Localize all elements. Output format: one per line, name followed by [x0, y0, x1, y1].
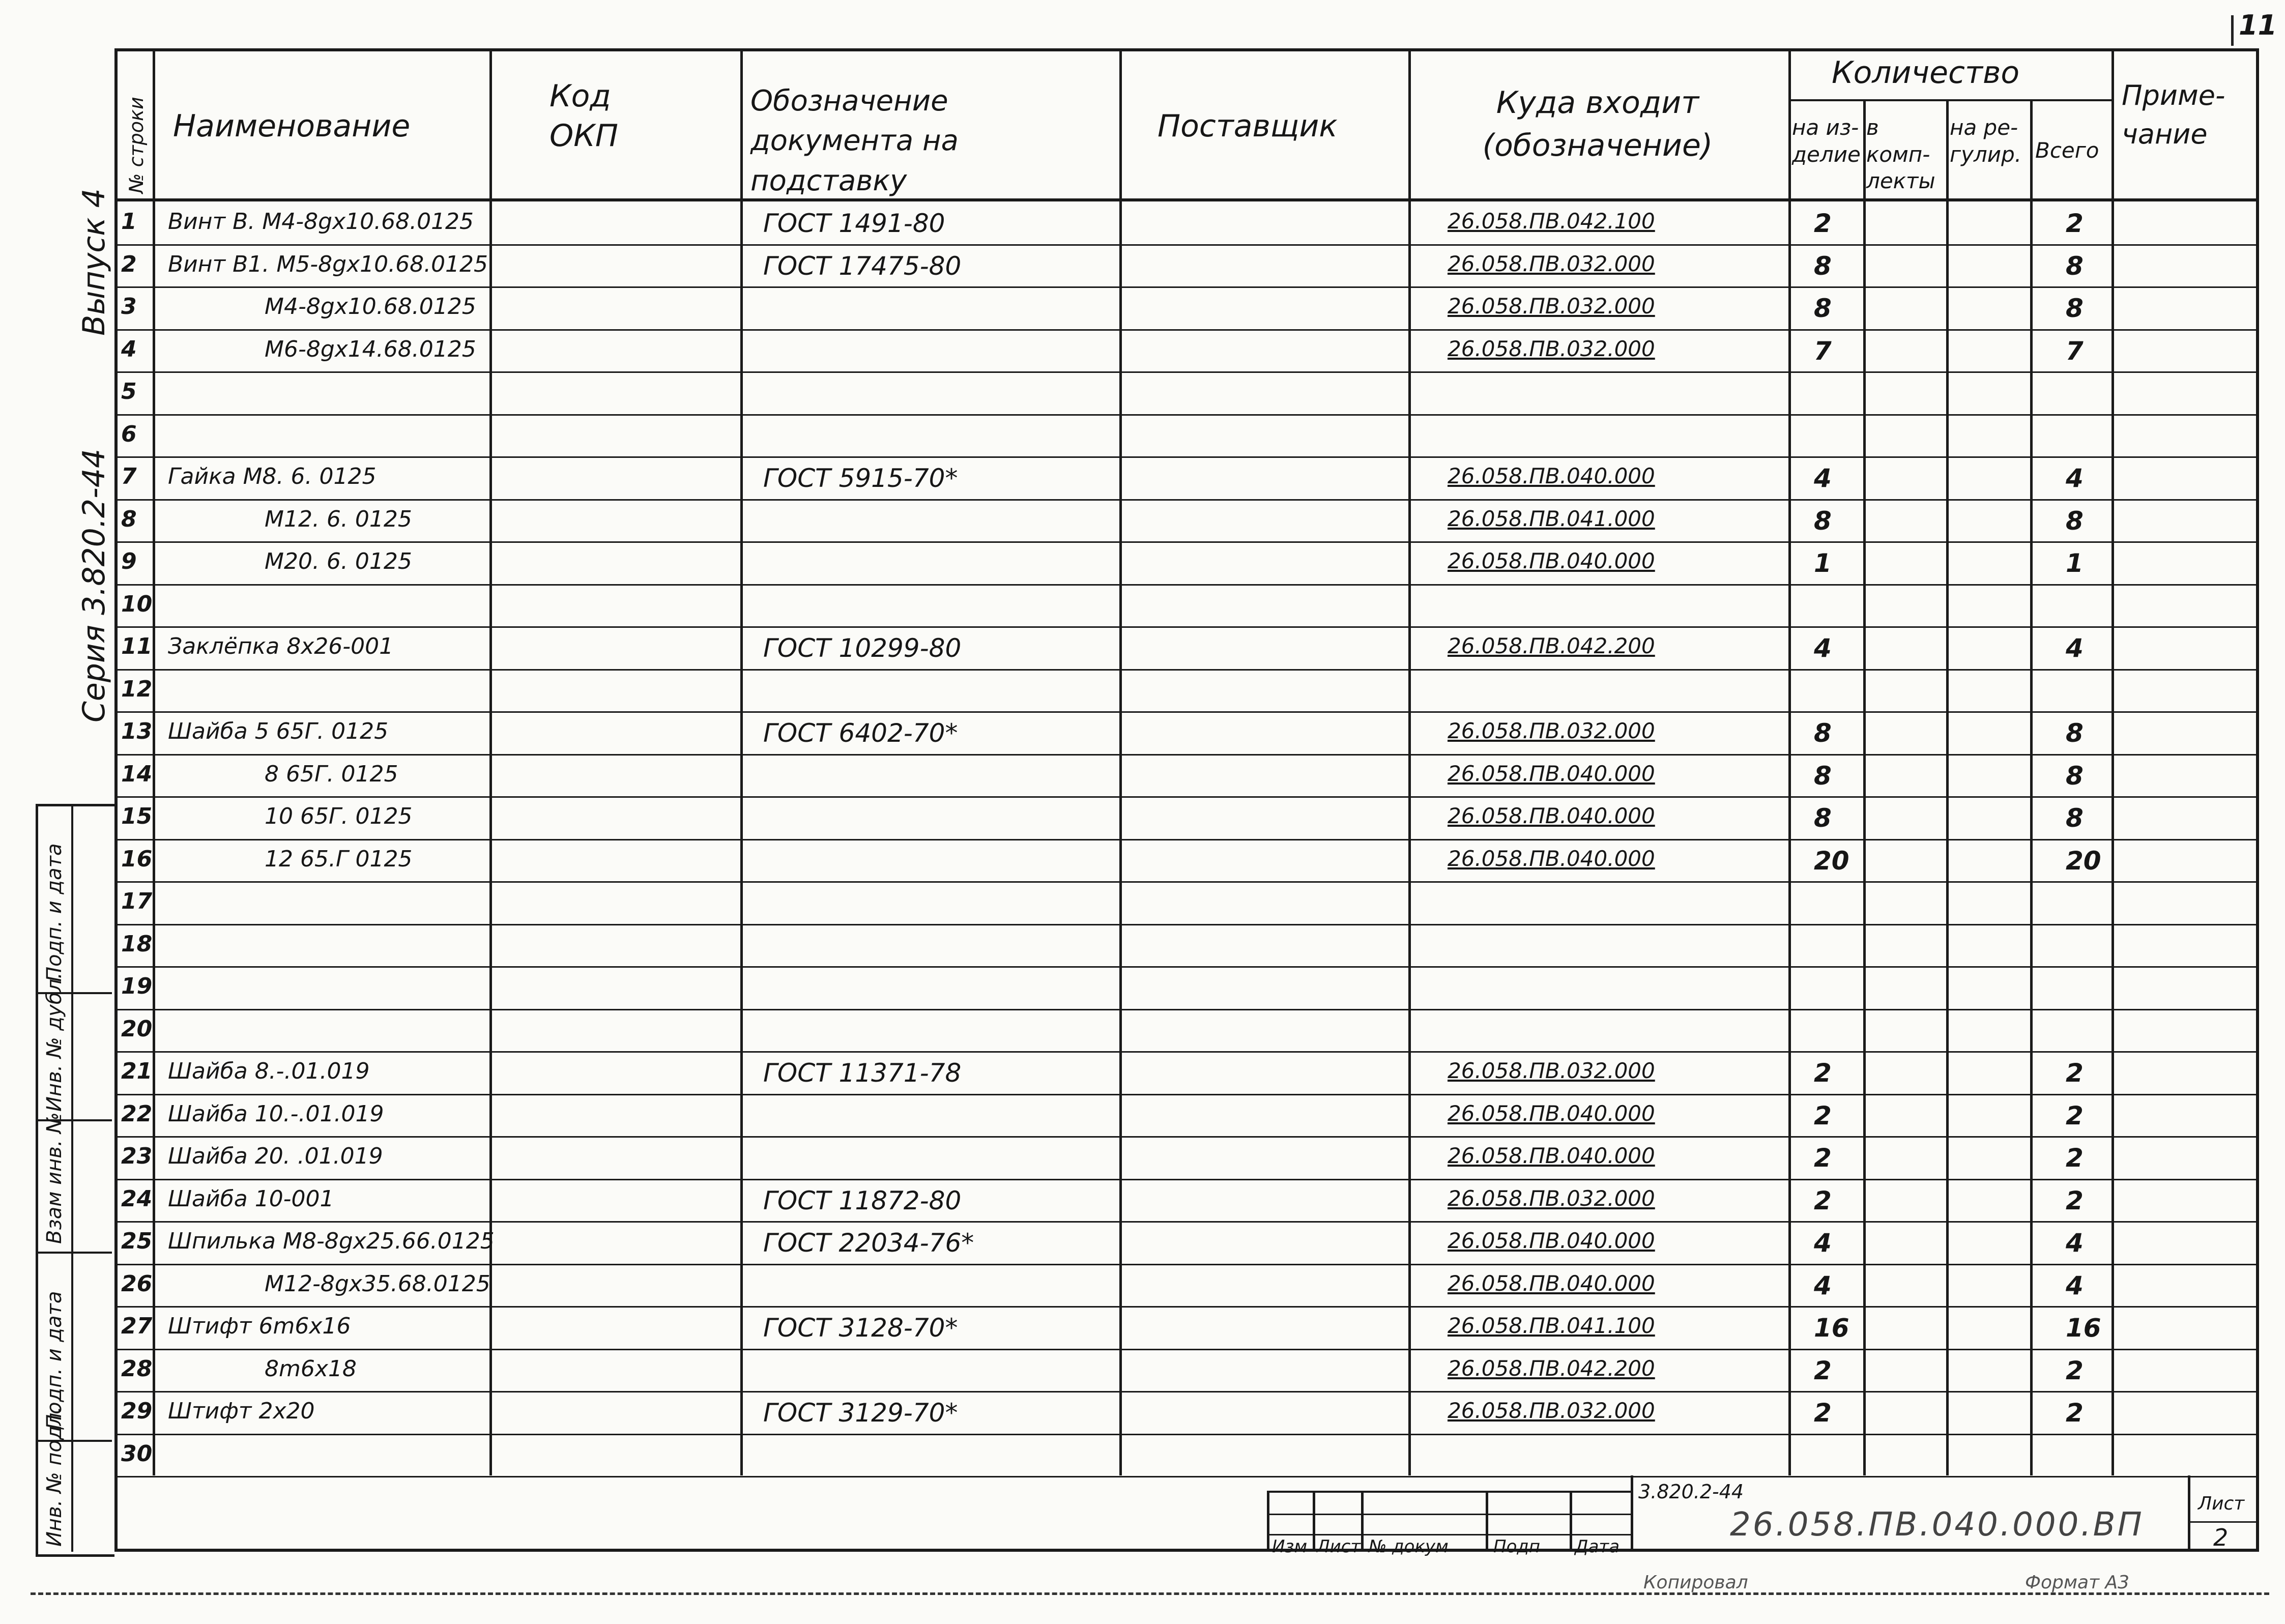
header-code: Код ОКП	[549, 78, 618, 154]
tb-sheet-label: Лист	[2198, 1493, 2245, 1514]
row-document: ГОСТ 3128-70*	[763, 1313, 958, 1343]
row-where: 26.058.ПВ.040.000	[1448, 1143, 1655, 1168]
row-where: 26.058.ПВ.032.000	[1448, 251, 1655, 276]
row-name: 12 65.Г 0125	[265, 846, 413, 872]
row-where: 26.058.ПВ.032.000	[1448, 294, 1655, 318]
row-name: 10 65Г. 0125	[265, 803, 413, 829]
series-label: Серия 3.820.2-44	[76, 448, 112, 722]
row-where: 26.058.ПВ.042.200	[1448, 1356, 1655, 1381]
row-number: 10	[121, 591, 153, 617]
row-where: 26.058.ПВ.032.000	[1448, 336, 1655, 361]
row-number: 12	[121, 676, 153, 702]
row-divider	[114, 286, 2259, 288]
tb-col-date: Дата	[1575, 1536, 1620, 1557]
row-number: 23	[121, 1143, 153, 1169]
row-name: Шайба 20. .01.019	[168, 1143, 383, 1169]
row-name: Гайка М8. 6. 0125	[168, 463, 377, 489]
row-qty-total: 1	[2066, 548, 2084, 578]
tb-col-sign: Подп	[1493, 1536, 1541, 1557]
row-qty-total: 4	[2066, 1271, 2084, 1300]
row-qty-total: 4	[2066, 463, 2084, 493]
stamp-label-dup-inv: Инв. № дубл.	[43, 972, 66, 1112]
header-note: Приме-чание	[2122, 79, 2225, 150]
row-qty-product: 2	[1814, 1356, 1832, 1385]
header-quantity: Количество	[1832, 55, 2020, 91]
row-divider	[114, 924, 2259, 925]
row-qty-total: 4	[2066, 633, 2084, 663]
row-divider	[114, 1094, 2259, 1095]
row-document: ГОСТ 11371-78	[763, 1058, 962, 1088]
row-where: 26.058.ПВ.041.000	[1448, 506, 1655, 531]
row-divider	[114, 1179, 2259, 1180]
row-qty-product: 7	[1814, 336, 1832, 366]
row-number: 3	[121, 294, 137, 320]
row-qty-product: 2	[1814, 209, 1832, 238]
row-divider	[114, 796, 2259, 798]
row-divider	[114, 711, 2259, 713]
row-number: 25	[121, 1228, 153, 1254]
row-number: 15	[121, 803, 153, 829]
row-divider	[114, 966, 2259, 968]
row-divider	[114, 414, 2259, 416]
row-name: М4-8gх10.68.0125	[265, 294, 476, 320]
stamp-label-sign-date-2: Подп. и дата	[43, 1291, 66, 1430]
row-where: 26.058.ПВ.042.200	[1448, 633, 1655, 658]
row-divider	[114, 1051, 2259, 1053]
row-number: 11	[121, 633, 153, 659]
row-number: 30	[121, 1441, 153, 1467]
row-qty-product: 20	[1814, 846, 1849, 876]
row-qty-product: 2	[1814, 1186, 1832, 1215]
row-divider	[114, 499, 2259, 501]
row-document: ГОСТ 6402-70*	[763, 718, 958, 748]
row-number: 14	[121, 761, 153, 787]
row-divider	[114, 1221, 2259, 1223]
row-number: 26	[121, 1271, 153, 1297]
row-where: 26.058.ПВ.040.000	[1448, 548, 1655, 573]
row-name: Заклёпка 8х26-001	[168, 633, 394, 659]
row-number: 27	[121, 1313, 153, 1339]
row-number: 28	[121, 1356, 153, 1382]
row-number: 1	[121, 209, 137, 235]
row-qty-product: 4	[1814, 1271, 1832, 1300]
row-divider	[114, 329, 2259, 331]
row-qty-total: 2	[2066, 209, 2084, 238]
row-qty-total: 8	[2066, 251, 2084, 281]
row-divider	[114, 1391, 2259, 1393]
row-divider	[114, 754, 2259, 756]
tb-designation: 26.058.ПВ.040.000.ВП	[1730, 1506, 2144, 1544]
row-qty-total: 8	[2066, 294, 2084, 323]
row-divider	[114, 1306, 2259, 1308]
row-number: 22	[121, 1101, 153, 1127]
trim-line	[31, 1592, 2269, 1595]
tb-series-ref: 3.820.2-44	[1638, 1481, 1744, 1503]
row-qty-product: 8	[1814, 803, 1832, 833]
row-name: Винт В. М4-8gх10.68.0125	[168, 209, 474, 235]
row-qty-total: 16	[2066, 1313, 2101, 1343]
row-where: 26.058.ПВ.032.000	[1448, 1058, 1655, 1083]
row-number: 24	[121, 1186, 153, 1212]
row-divider	[114, 244, 2259, 246]
row-number: 9	[121, 548, 137, 574]
row-document: ГОСТ 10299-80	[763, 633, 962, 663]
row-qty-total: 2	[2066, 1356, 2084, 1385]
row-divider	[114, 541, 2259, 543]
row-qty-product: 8	[1814, 761, 1832, 791]
tb-sheet-no: 2	[2213, 1524, 2229, 1551]
row-qty-total: 2	[2066, 1398, 2084, 1428]
row-where: 26.058.ПВ.041.100	[1448, 1313, 1655, 1338]
row-where: 26.058.ПВ.032.000	[1448, 1398, 1655, 1423]
row-qty-product: 4	[1814, 633, 1832, 663]
row-qty-product: 8	[1814, 294, 1832, 323]
row-number: 29	[121, 1398, 153, 1424]
row-where: 26.058.ПВ.032.000	[1448, 1186, 1655, 1211]
row-number: 7	[121, 463, 137, 489]
row-where: 26.058.ПВ.040.000	[1448, 1271, 1655, 1296]
header-name: Наименование	[173, 108, 411, 144]
header-q-product: на из-делие	[1792, 115, 1861, 167]
row-number: 6	[121, 421, 137, 447]
row-number: 19	[121, 973, 153, 999]
row-number: 20	[121, 1016, 153, 1042]
row-qty-total: 7	[2066, 336, 2084, 366]
row-qty-total: 2	[2066, 1101, 2084, 1130]
row-divider	[114, 584, 2259, 586]
row-qty-product: 2	[1814, 1143, 1832, 1173]
row-divider	[114, 626, 2259, 628]
row-name: Шайба 8.-.01.019	[168, 1058, 370, 1084]
row-where: 26.058.ПВ.040.000	[1448, 803, 1655, 828]
row-qty-total: 8	[2066, 718, 2084, 748]
row-document: ГОСТ 22034-76*	[763, 1228, 974, 1258]
stamp-label-orig-inv: Инв. № подл.	[43, 1406, 66, 1547]
row-number: 16	[121, 846, 153, 872]
row-divider	[114, 1476, 2259, 1477]
header-where: Куда входит (обозначение)	[1482, 85, 1713, 163]
row-document: ГОСТ 3129-70*	[763, 1398, 958, 1428]
row-divider	[114, 456, 2259, 458]
row-where: 26.058.ПВ.032.000	[1448, 718, 1655, 743]
row-document: ГОСТ 5915-70*	[763, 463, 958, 493]
row-qty-total: 2	[2066, 1058, 2084, 1088]
row-qty-product: 1	[1814, 548, 1832, 578]
row-qty-product: 4	[1814, 463, 1832, 493]
row-qty-product: 2	[1814, 1058, 1832, 1088]
row-number: 5	[121, 379, 137, 404]
row-name: Шайба 5 65Г. 0125	[168, 718, 389, 744]
row-where: 26.058.ПВ.040.000	[1448, 1228, 1655, 1253]
row-qty-product: 2	[1814, 1101, 1832, 1130]
row-name: Шпилька М8-8gх25.66.0125	[168, 1228, 495, 1254]
row-number: 8	[121, 506, 137, 532]
row-qty-product: 16	[1814, 1313, 1849, 1343]
row-qty-total: 8	[2066, 803, 2084, 833]
row-name: 8m6х18	[265, 1356, 357, 1382]
row-number: 18	[121, 931, 153, 957]
row-document: ГОСТ 1491-80	[763, 209, 945, 238]
row-qty-total: 8	[2066, 506, 2084, 536]
row-qty-total: 2	[2066, 1186, 2084, 1215]
stamp-label-sign-date-1: Подп. и дата	[43, 843, 66, 982]
row-divider	[114, 1136, 2259, 1138]
row-name: Винт В1. М5-8gх10.68.0125	[168, 251, 488, 277]
row-qty-product: 2	[1814, 1398, 1832, 1428]
header-row-no: № строки	[125, 97, 148, 193]
row-document: ГОСТ 17475-80	[763, 251, 962, 281]
row-qty-product: 8	[1814, 718, 1832, 748]
row-divider	[114, 1349, 2259, 1350]
row-number: 13	[121, 718, 153, 744]
row-qty-total: 20	[2066, 846, 2101, 876]
row-qty-product: 4	[1814, 1228, 1832, 1258]
row-divider	[114, 669, 2259, 671]
sheet-number-tick	[2231, 15, 2234, 46]
row-divider	[114, 1009, 2259, 1010]
tb-col-doc: № докум	[1369, 1536, 1449, 1557]
row-name: 8 65Г. 0125	[265, 761, 398, 787]
row-qty-product: 8	[1814, 251, 1832, 281]
row-document: ГОСТ 11872-80	[763, 1186, 962, 1215]
header-q-total: Всего	[2035, 138, 2099, 163]
header-q-kit: в комп-лекты	[1866, 115, 1935, 193]
row-number: 21	[121, 1058, 153, 1084]
tb-copied: Копировал	[1643, 1572, 1748, 1593]
row-divider	[114, 1434, 2259, 1435]
row-number: 4	[121, 336, 137, 362]
sheet-number: 11	[2239, 9, 2277, 41]
row-qty-product: 8	[1814, 506, 1832, 536]
row-where: 26.058.ПВ.040.000	[1448, 761, 1655, 786]
header-document: Обозначение документа на подставку	[750, 84, 959, 197]
tb-format: Формат А3	[2025, 1572, 2130, 1593]
row-name: М12. 6. 0125	[265, 506, 412, 532]
row-where: 26.058.ПВ.040.000	[1448, 463, 1655, 488]
row-qty-total: 4	[2066, 1228, 2084, 1258]
tb-col-change: Изм	[1272, 1536, 1308, 1557]
header-q-repair: на ре-гулир.	[1950, 115, 2022, 167]
row-name: Шайба 10-001	[168, 1186, 334, 1212]
row-qty-total: 8	[2066, 761, 2084, 791]
row-where: 26.058.ПВ.042.100	[1448, 209, 1655, 234]
header-supplier: Поставщик	[1158, 108, 1338, 144]
release-label: Выпуск 4	[76, 188, 112, 336]
row-name: М6-8gх14.68.0125	[265, 336, 476, 362]
tb-col-sheet: Лист	[1317, 1536, 1361, 1557]
stamp-label-replace-inv: Взам инв. №	[43, 1112, 66, 1244]
row-name: М20. 6. 0125	[265, 548, 412, 574]
row-qty-total: 2	[2066, 1143, 2084, 1173]
row-divider	[114, 881, 2259, 883]
row-where: 26.058.ПВ.040.000	[1448, 1101, 1655, 1126]
row-name: Штифт 2х20	[168, 1398, 315, 1424]
row-divider	[114, 839, 2259, 840]
row-divider	[114, 1264, 2259, 1265]
row-number: 2	[121, 251, 137, 277]
row-name: М12-8gх35.68.0125	[265, 1271, 490, 1297]
row-name: Шайба 10.-.01.019	[168, 1101, 384, 1127]
row-divider	[114, 371, 2259, 373]
row-number: 17	[121, 888, 153, 914]
row-where: 26.058.ПВ.040.000	[1448, 846, 1655, 871]
row-name: Штифт 6m6х16	[168, 1313, 351, 1339]
